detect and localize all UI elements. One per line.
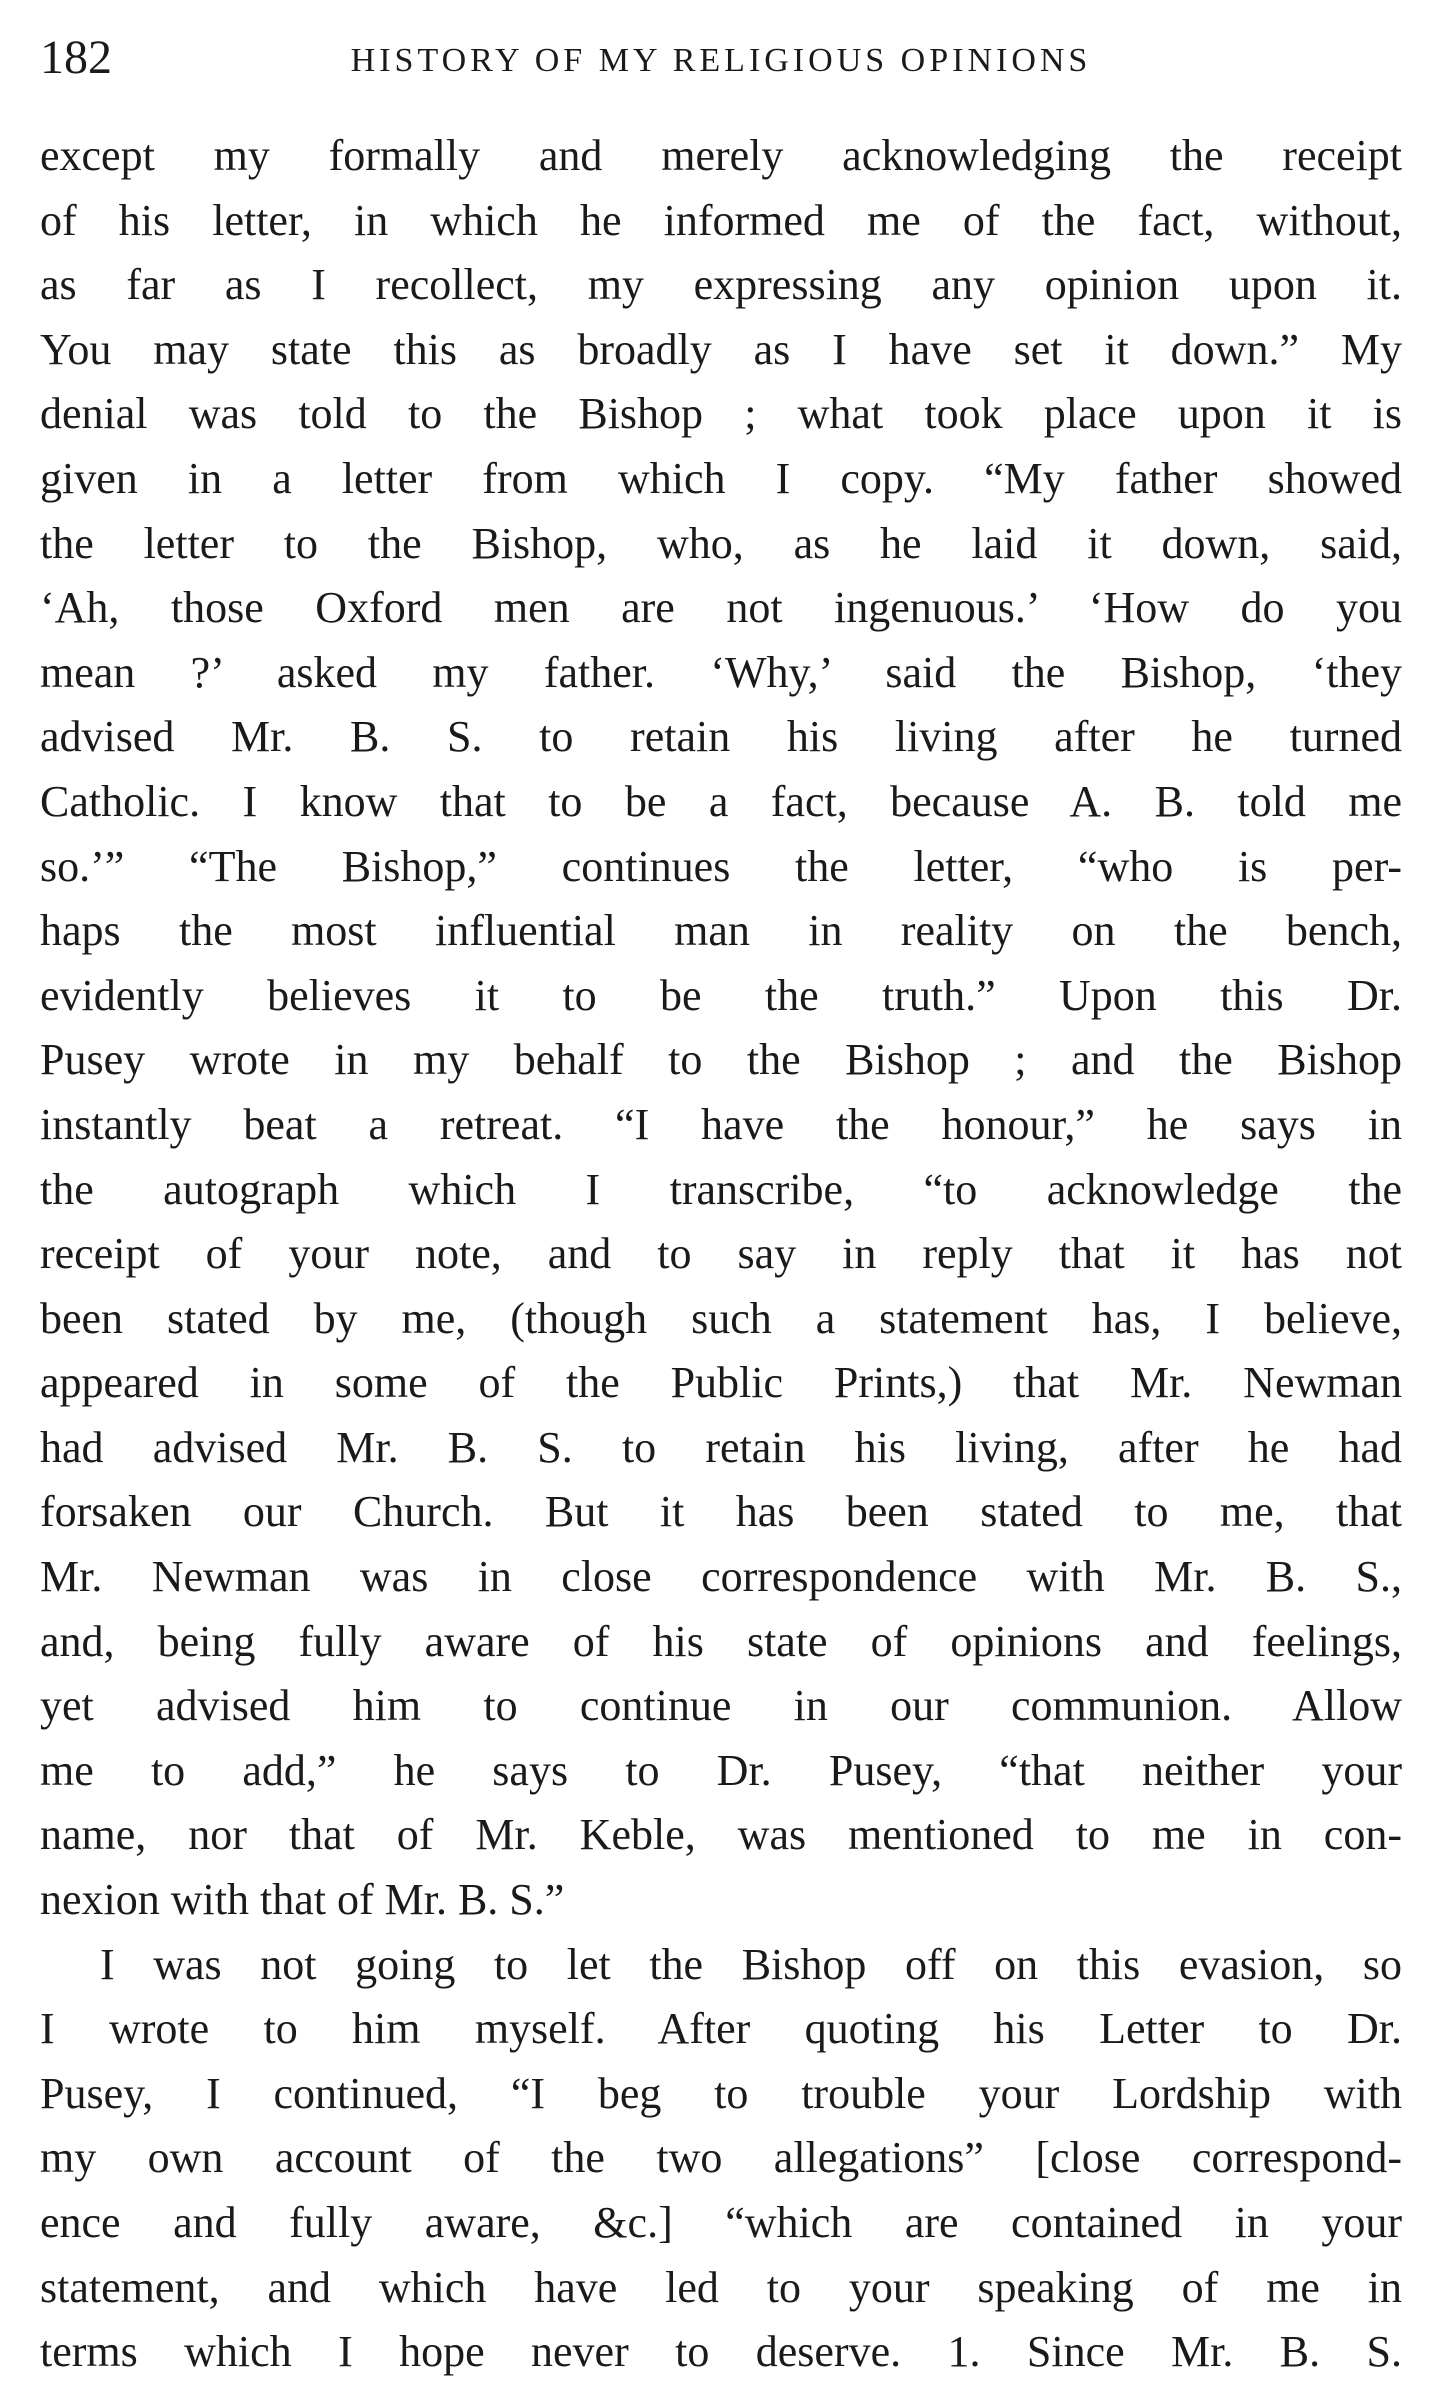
text-line: You may state this as broadly as I have set it down.” My [40, 324, 1402, 374]
text-line: except my formally and merely acknowledging the receipt [40, 131, 1402, 180]
text-line: the autograph which I transcribe, “to acknowledge the [40, 1164, 1402, 1214]
text-line: instantly beat a retreat. “I have the honour,” he says in [40, 1099, 1402, 1149]
text-line: had advised Mr. B. S. to retain his living, after he had [40, 1422, 1402, 1472]
text-line: given in a letter from which I copy. “My father showed [40, 453, 1402, 503]
text-line: as far as I recollect, my expressing any opinion upon it. [40, 260, 1402, 310]
text-line: appeared in some of the Public Prints,) that Mr. Newman [40, 1358, 1402, 1408]
text-line: advised Mr. B. S. to retain his living after he turned [40, 712, 1402, 762]
running-title: HISTORY OF MY RELIGIOUS OPINIONS [350, 42, 1092, 79]
text-line: Pusey, I continued, “I beg to trouble your Lordship with [40, 2068, 1402, 2118]
text-line: forsaken our Church. But it has been stated to me, that [40, 1487, 1402, 1537]
text-line: me to add,” he says to Dr. Pusey, “that neither your [40, 1745, 1402, 1795]
text-line: ence and fully aware, &c.] “which are contained in your [40, 2198, 1402, 2247]
text-line: Mr. Newman was in close correspondence with Mr. B. S., [40, 1552, 1402, 1602]
text-line: Catholic. I know that to be a fact, because A. B. told me [40, 776, 1402, 826]
text-line: the letter to the Bishop, who, as he laid it down, said, [40, 518, 1402, 568]
text-line: yet advised him to continue in our communion. Allow [40, 1681, 1402, 1731]
text-line: nexion with that of Mr. B. S.” [40, 1875, 565, 1925]
body-text [40, 124, 1402, 2385]
text-line: Pusey wrote in my behalf to the Bishop ; and the Bishop [40, 1035, 1402, 1085]
text-line: been stated by me, (though such a statement has, I believe, [40, 1293, 1402, 1343]
text-line: I was not going to let the Bishop off on this evasion, so [100, 1939, 1402, 1989]
text-line: my own account of the two allegations” [close correspond- [40, 2133, 1402, 2183]
text-line: haps the most influential man in reality on the bench, [40, 906, 1402, 956]
paragraph-2 [40, 1933, 1402, 2385]
text-line: ‘Ah, those Oxford men are not ingenuous.’ ‘How do you [40, 583, 1402, 633]
text-line: evidently believes it to be the truth.” Upon this Dr. [40, 970, 1402, 1020]
running-head [40, 28, 1402, 88]
text-line: mean ?’ asked my father. ‘Why,’ said the Bishop, ‘they [40, 647, 1402, 697]
text-line: receipt of your note, and to say in reply that it has not [40, 1229, 1402, 1279]
paragraph-1 [40, 124, 1402, 1933]
text-line: I wrote to him myself. After quoting his Letter to Dr. [40, 2004, 1402, 2054]
text-line: name, nor that of Mr. Keble, was mentioned to me in con- [40, 1810, 1402, 1860]
text-line: and, being fully aware of his state of opinions and feelings, [40, 1616, 1402, 1666]
text-line: terms which I hope never to deserve. 1. Since Mr. B. S. [40, 2327, 1402, 2377]
text-line: denial was told to the Bishop ; what took place upon it is [40, 389, 1402, 439]
text-line: of his letter, in which he informed me of the fact, without, [40, 195, 1402, 245]
text-line: statement, and which have led to your speaking of me in [40, 2262, 1402, 2312]
page-number: 182 [40, 31, 112, 84]
text-line: so.’” “The Bishop,” continues the letter, “who is per- [40, 841, 1402, 891]
